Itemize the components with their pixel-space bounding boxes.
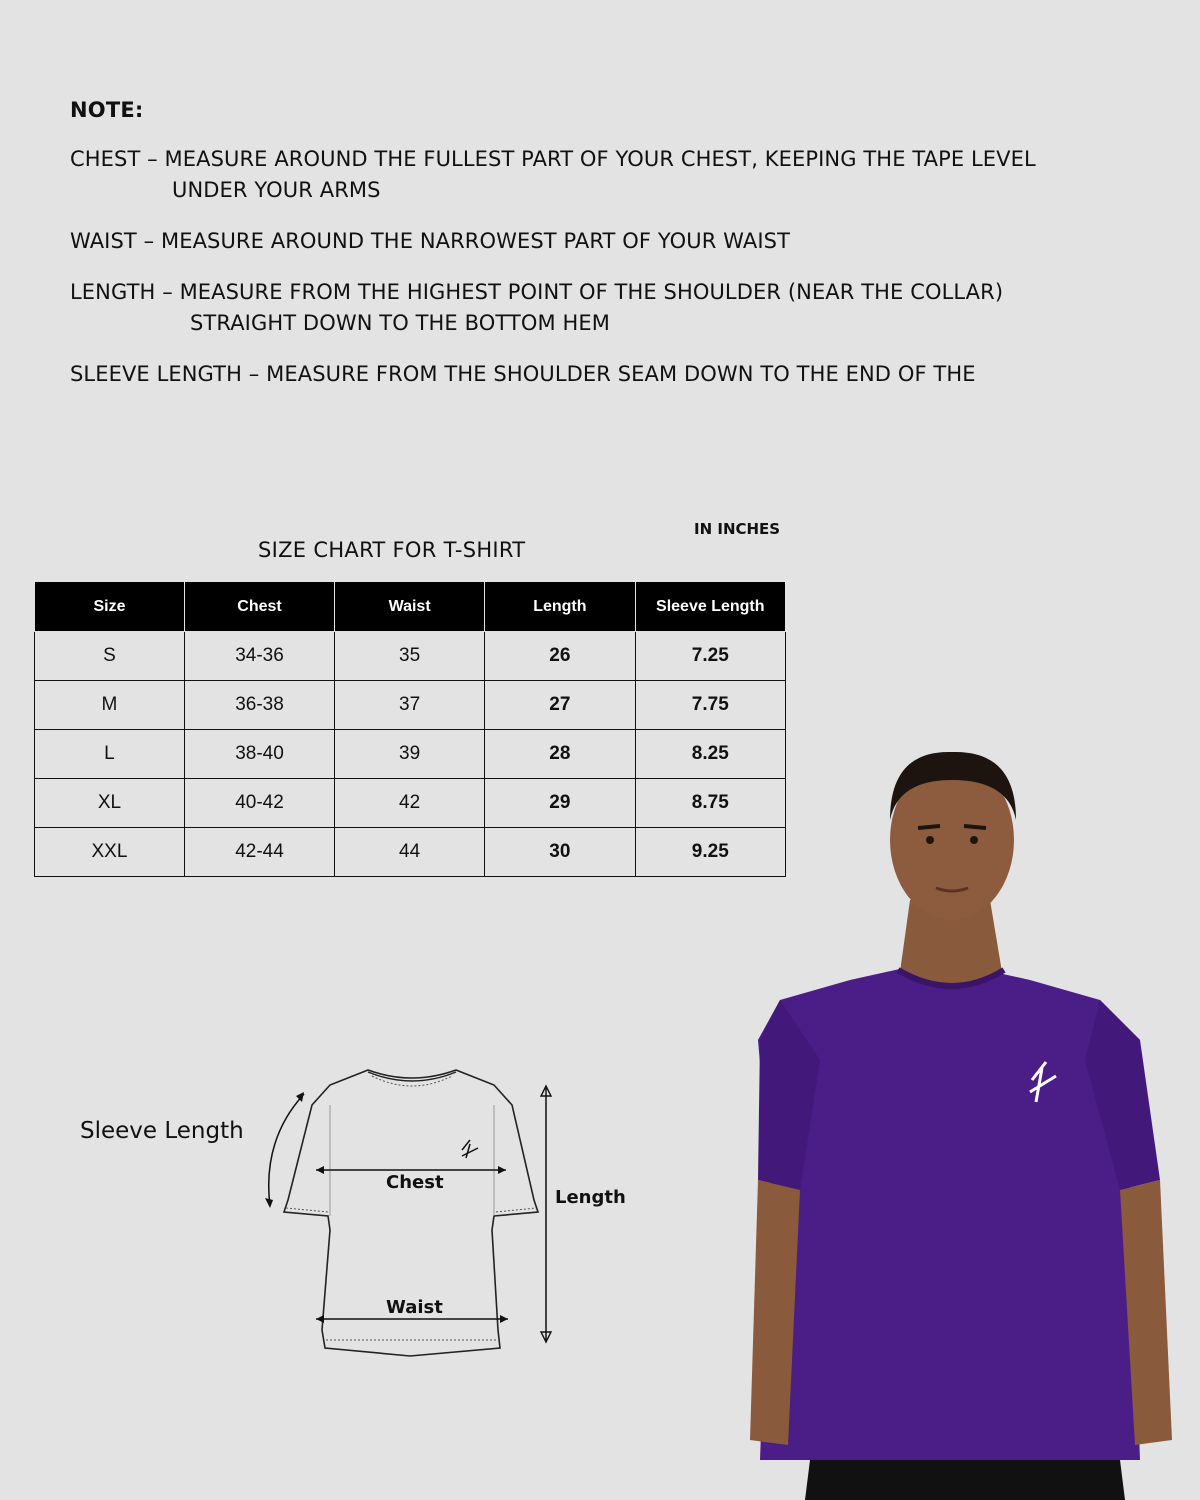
sleeve-length-label: Sleeve Length: [80, 1118, 244, 1144]
table-row: [35, 730, 786, 779]
note-length-line1: LENGTH – MEASURE FROM THE HIGHEST POINT OF THE SHOULDER (NEAR THE COLLAR): [70, 280, 1004, 304]
purple-tshirt-icon: [758, 960, 1140, 1460]
chest-label: Chest: [386, 1172, 444, 1193]
tshirt-diagram: [0, 1060, 700, 1380]
header-length: Length: [485, 582, 635, 632]
cell-waist: 39: [335, 730, 485, 779]
cell-size: S: [35, 632, 185, 681]
size-table: [34, 581, 786, 877]
cell-size: XXL: [35, 828, 185, 877]
cell-waist: 44: [335, 828, 485, 877]
cell-size: XL: [35, 779, 185, 828]
cell-chest: 34-36: [184, 632, 334, 681]
cell-sleeve-length: 8.25: [635, 730, 785, 779]
table-row: [35, 779, 786, 828]
model-photo: [740, 740, 1200, 1500]
header-waist: Waist: [335, 582, 485, 632]
cell-waist: 42: [335, 779, 485, 828]
note-chest: [70, 144, 1170, 206]
header-size: Size: [35, 582, 185, 632]
table-row: [35, 632, 786, 681]
note-length: [70, 277, 1170, 339]
cell-length: 26: [485, 632, 635, 681]
cell-length: 30: [485, 828, 635, 877]
cell-chest: 38-40: [184, 730, 334, 779]
table-row: [35, 828, 786, 877]
note-length-line2: STRAIGHT DOWN TO THE BOTTOM HEM: [190, 311, 610, 335]
length-label: Length: [555, 1187, 626, 1208]
waist-label: Waist: [386, 1297, 443, 1318]
notes-heading: NOTE:: [70, 98, 144, 122]
cell-chest: 40-42: [184, 779, 334, 828]
chart-title: SIZE CHART FOR T-SHIRT: [258, 538, 526, 562]
cell-waist: 37: [335, 681, 485, 730]
note-chest-line1: CHEST – MEASURE AROUND THE FULLEST PART OF YOUR CHEST, KEEPING THE TAPE LEVEL: [70, 147, 1036, 171]
cell-sleeve-length: 7.25: [635, 632, 785, 681]
cell-sleeve-length: 7.75: [635, 681, 785, 730]
note-waist: WAIST – MEASURE AROUND THE NARROWEST PART OF YOUR WAIST: [70, 229, 791, 253]
cell-chest: 42-44: [184, 828, 334, 877]
note-sleeve: SLEEVE LENGTH – MEASURE FROM THE SHOULDER SEAM DOWN TO THE END OF THE: [70, 362, 976, 386]
cell-sleeve-length: 9.25: [635, 828, 785, 877]
cell-length: 29: [485, 779, 635, 828]
unit-label: IN INCHES: [694, 520, 781, 538]
header-chest: Chest: [184, 582, 334, 632]
cell-sleeve-length: 8.75: [635, 779, 785, 828]
measurement-notes: [70, 98, 1170, 410]
note-chest-line2: UNDER YOUR ARMS: [172, 178, 381, 202]
cell-size: L: [35, 730, 185, 779]
cell-waist: 35: [335, 632, 485, 681]
cell-length: 27: [485, 681, 635, 730]
table-header-row: [35, 582, 786, 632]
cell-chest: 36-38: [184, 681, 334, 730]
table-row: [35, 681, 786, 730]
header-sleeve-length: Sleeve Length: [635, 582, 785, 632]
cell-length: 28: [485, 730, 635, 779]
cell-size: M: [35, 681, 185, 730]
